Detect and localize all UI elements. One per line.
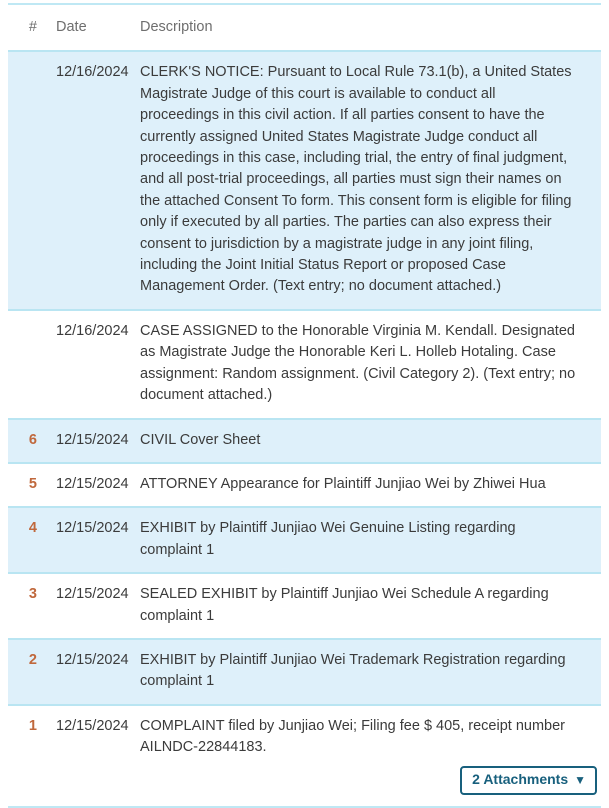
docket-entry-number	[8, 52, 56, 73]
docket-entry-description: COMPLAINT filed by Junjiao Wei; Filing fee $ 405, receipt number AILNDC-22844183.	[140, 717, 565, 756]
docket-entry-date: 12/15/2024	[56, 520, 129, 537]
docket-entry-row	[8, 506, 601, 572]
docket-entry-date: 12/15/2024	[56, 586, 129, 603]
docket-entry-description: ATTORNEY Appearance for Plaintiff Junjiao Wei by Zhiwei Hua	[140, 475, 546, 492]
docket-entry-description: CLERK'S NOTICE: Pursuant to Local Rule 73.1(b), a United States Magistrate Judge of this court is available to conduct all proceedings in this civil action. If all parties consent to have the currently assigned United States Magistrate Judge conduct all proceedings in this case, including trial, the entry of final judgment, and all post-trial proceedings, all parties must sign their names on the attached Consent To form. This consent form is eligible for filing only if executed by all parties. The parties can also express their consent to jurisdiction by a magistrate judge in any joint filing, including the Joint Initial Status Report or proposed Case Management Order. (Text entry; no document attached.)	[140, 64, 572, 295]
docket-entry-number: 5	[28, 475, 37, 492]
docket-entry-number: 1	[28, 717, 37, 734]
docket-entry-row	[8, 462, 601, 506]
docket-entry-description: EXHIBIT by Plaintiff Junjiao Wei Genuine Listing regarding complaint 1	[140, 520, 516, 558]
docket-entry-row	[8, 50, 601, 308]
docket-entry-date: 12/15/2024	[56, 475, 129, 492]
column-header-number: #	[28, 19, 37, 35]
column-header-date: Date	[56, 19, 87, 35]
docket-table	[8, 3, 601, 808]
docket-entry-number	[8, 311, 56, 332]
docket-entry-number: 3	[28, 586, 37, 603]
docket-entry-number: 2	[28, 651, 37, 668]
docket-entry-number: 6	[28, 431, 37, 448]
docket-entry-description: CIVIL Cover Sheet	[140, 431, 261, 448]
docket-entry-row	[8, 309, 601, 418]
docket-entry-description: EXHIBIT by Plaintiff Junjiao Wei Trademark Registration regarding complaint 1	[140, 651, 566, 690]
attachments-row	[140, 766, 597, 795]
attachments-button[interactable]	[460, 766, 597, 795]
docket-entry-date: 12/16/2024	[56, 322, 129, 339]
table-header-row	[8, 5, 601, 50]
docket-entry-row	[8, 638, 601, 704]
docket-entry-row	[8, 418, 601, 462]
docket-entry-row	[8, 572, 601, 638]
caret-down-icon: ▼	[574, 772, 586, 787]
attachments-button-label: 2 Attachments	[472, 770, 569, 787]
docket-entry-description: CASE ASSIGNED to the Honorable Virginia M. Kendall. Designated as Magistrate Judge the Honorable Keri L. Holleb Hotaling. Case assignment: Random assignment. (Civil Category 2). (Text entry; no document attached.)	[140, 322, 576, 404]
docket-entry-date: 12/15/2024	[56, 717, 129, 734]
docket-entry-row	[8, 704, 601, 806]
docket-rows	[8, 50, 601, 805]
column-header-description: Description	[140, 19, 213, 35]
docket-entry-number: 4	[28, 520, 37, 537]
docket-entry-date: 12/16/2024	[56, 64, 129, 81]
docket-entry-date: 12/15/2024	[56, 431, 129, 448]
docket-entry-date: 12/15/2024	[56, 651, 129, 668]
docket-entry-description: SEALED EXHIBIT by Plaintiff Junjiao Wei Schedule A regarding complaint 1	[140, 586, 549, 624]
